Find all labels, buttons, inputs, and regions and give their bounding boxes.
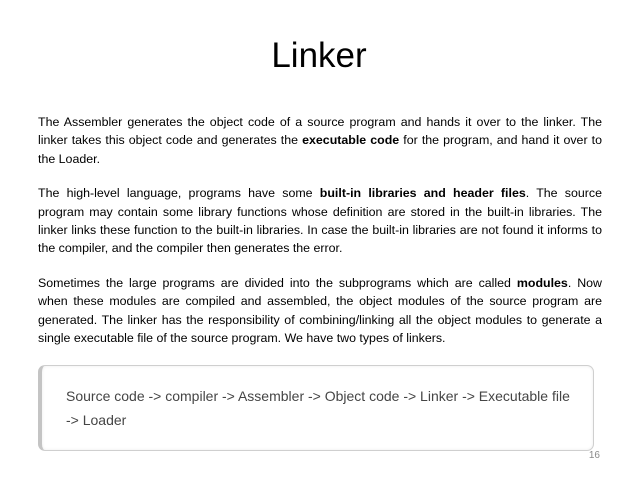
paragraph-assembler-linker [38,113,602,168]
bold-term-libraries-header-files: built-in libraries and header files [319,186,526,201]
paragraph-text: The high-level language, programs have some [38,186,320,201]
slide-title: Linker [271,36,367,75]
bold-term-modules: modules [516,276,568,291]
compilation-flow-text: Source code -> compiler -> Assembler -> Object code -> Linker -> Executable file -> Loader [66,388,570,428]
paragraph-text: Sometimes the large programs are divided into the subprograms which are called [38,276,517,291]
paragraph-text: . Now when these modules are compiled and assembled, the object modules of the source program are generated. The linker has the responsibility of combining/linking all the object modules to generate a single executable file of the source program. We have two types of linkers. [38,276,602,345]
slide-body [38,113,602,347]
paragraph-text: for the program, and hand it over to the Loader. [38,133,602,166]
paragraph-modules [38,274,602,347]
compilation-flow-box [38,365,594,451]
paragraph-text: . The source program may contain some library functions whose definition are stored in the built-in libraries. The linker links these function to the built-in libraries. In case the built-in libraries are not found it informs to the compiler, and the compiler then generates the error. [38,186,602,256]
bold-term-executable-code: executable code [302,133,400,148]
page-number: 16 [588,450,600,461]
paragraph-built-in-libraries [38,184,602,257]
paragraph-text: The Assembler generates the object code of a source program and hands it over to the linker. The linker takes this object code and generates the [38,115,602,148]
